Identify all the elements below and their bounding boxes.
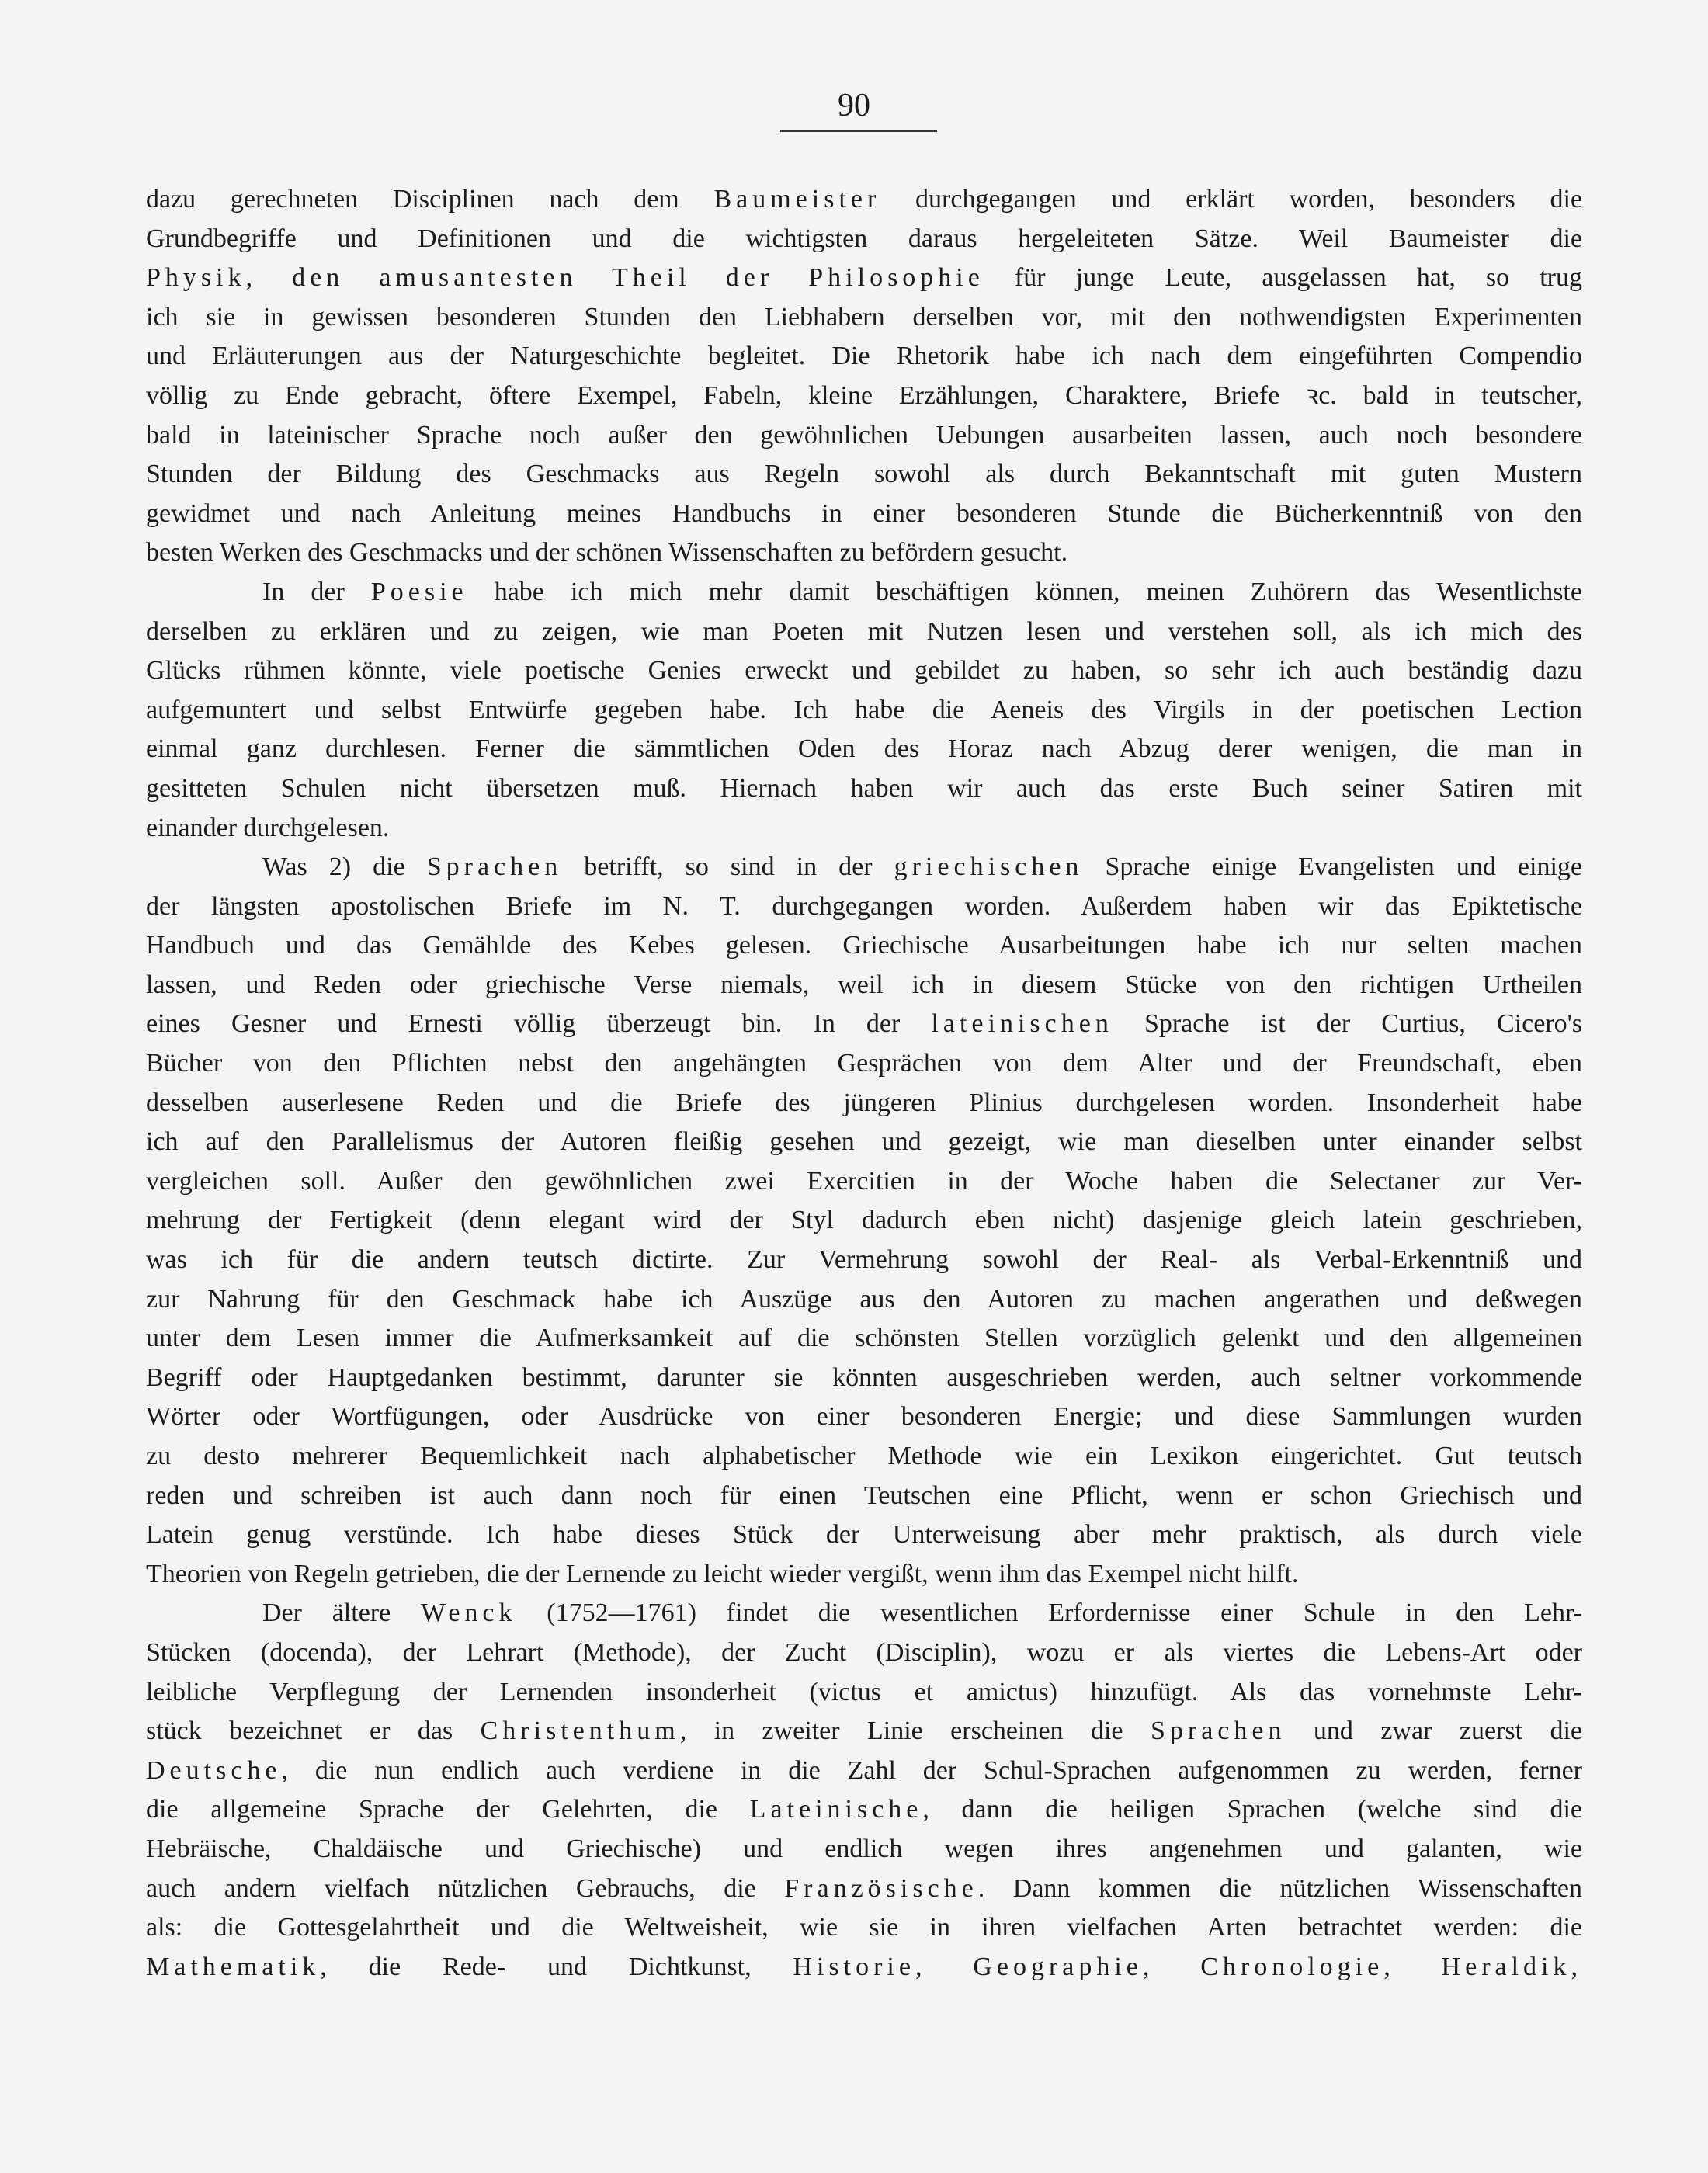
text-line: besten Werken des Geschmacks und der schönen Wissenschaften zu befördern gesucht. — [146, 538, 1068, 568]
text-line: gesitteten Schulen nicht übersetzen muß. Hiernach haben wir auch das erste Buch seiner Satiren mit — [146, 773, 1582, 803]
text-line — [146, 573, 1582, 613]
text-line: unter dem Lesen immer die Aufmerksamkeit auf die schönsten Stellen vorzüglich gelenkt und den allgemeinen — [146, 1324, 1582, 1353]
text-line: und Erläuterungen aus der Naturgeschichte begleitet. Die Rhetorik habe ich nach dem eingeführten Compendio — [146, 342, 1582, 371]
text-line: völlig zu Ende gebracht, öftere Exempel, Fabeln, kleine Erzählungen, Charaktere, Briefe ꝛc. bald in teutscher, — [146, 380, 1582, 410]
text-segment: Der ältere — [262, 1599, 421, 1628]
text-line: desselben auserlesene Reden und die Briefe des jüngeren Plinius durchgelesen worden. Insonderheit habe — [146, 1088, 1582, 1117]
text-line: derselben zu erklären und zu zeigen, wie man Poeten mit Nutzen lesen und verstehen soll, als ich mich des — [146, 616, 1582, 646]
spaced-emphasis: Mathematik — [146, 1952, 321, 1981]
text-line: bald in lateinischer Sprache noch außer den gewöhnlichen Uebungen ausarbeiten lassen, auch noch besondere — [146, 420, 1582, 450]
text-line: lassen, und Reden oder griechische Verse niemals, weil ich in diesem Stücke von den richtigen Urtheilen — [146, 970, 1582, 999]
spaced-emphasis: Physik, den amusantesten Theil der Philosophie — [146, 263, 984, 293]
text-line — [146, 848, 1582, 887]
text-line: Stunden der Bildung des Geschmacks aus Regeln sowohl als durch Bekanntschaft mit guten Mustern — [146, 460, 1582, 489]
text-line: mehrung der Fertigkeit (denn elegant wird der Styl dadurch eben nicht) dasjenige gleich latein geschrieben, — [146, 1206, 1582, 1235]
text-segment: für junge Leute, ausgelassen hat, so trug — [984, 263, 1582, 293]
text-segment: , die Rede- und Dichtkunst, — [320, 1952, 793, 1981]
text-segment: , in zweiter Linie erscheinen die — [679, 1717, 1151, 1746]
spaced-emphasis: Sprachen — [426, 852, 563, 882]
text-segment: habe ich mich mehr damit beschäftigen können, meinen Zuhörern das Wesentlichste — [467, 577, 1582, 606]
text-line: aufgemuntert und selbst Entwürfe gegeben habe. Ich habe die Aeneis des Virgils in der poetischen Lection — [146, 695, 1582, 724]
text-line — [146, 1005, 1582, 1044]
text-line — [146, 1869, 1582, 1909]
spaced-emphasis: lateinischen — [931, 1009, 1113, 1039]
spaced-emphasis: Wenck — [420, 1599, 517, 1628]
text-line: ich auf den Parallelismus der Autoren fleißig gesehen und gezeigt, wie man dieselben unter einander selbst — [146, 1127, 1582, 1157]
spaced-emphasis: griechischen — [894, 852, 1084, 882]
paragraph — [146, 573, 1582, 848]
text-line — [146, 1712, 1582, 1751]
text-line: Bücher von den Pflichten nebst den angehängten Gesprächen von dem Alter und der Freundschaft, eben — [146, 1049, 1582, 1078]
text-segment: , dann die heiligen Sprachen (welche sind die — [922, 1795, 1582, 1824]
text-line — [146, 1948, 1582, 1987]
spaced-emphasis: Baumeister — [713, 185, 881, 213]
text-line — [146, 1751, 1582, 1791]
text-segment: betrifft, so sind in der — [562, 852, 894, 882]
text-line: Hebräische, Chaldäische und Griechische) und endlich wegen ihres angenehmen und galanten, wie — [146, 1834, 1582, 1863]
text-line: Stücken (docenda), der Lehrart (Methode), der Zucht (Disciplin), wozu er als viertes die Lebens-Art oder — [146, 1637, 1582, 1667]
spaced-emphasis: Christenthum — [480, 1717, 680, 1746]
text-segment: eines Gesner und Ernesti völlig überzeugt bin. In der — [146, 1009, 932, 1039]
spaced-emphasis: Sprachen — [1150, 1717, 1286, 1746]
text-segment: und zwar zuerst die — [1286, 1717, 1582, 1746]
text-line: vergleichen soll. Außer den gewöhnlichen zwei Exercitien in der Woche haben die Selectaner zur Ver- — [146, 1166, 1582, 1196]
text-segment: durchgegangen und erklärt worden, besonders die — [880, 185, 1582, 213]
text-line: Handbuch und das Gemählde des Kebes gelesen. Griechische Ausarbeitungen habe ich nur selten machen — [146, 931, 1582, 960]
header-rule — [780, 130, 937, 132]
text-line: ich sie in gewissen besonderen Stunden den Liebhabern derselben vor, mit den nothwendigsten Experimenten — [146, 302, 1582, 332]
text-line: gewidmet und nach Anleitung meines Handbuchs in einer besonderen Stunde die Bücherkenntniß von den — [146, 498, 1582, 528]
page-number: 90 — [838, 88, 870, 123]
text-line — [146, 180, 1582, 220]
spaced-emphasis: Lateinische — [749, 1795, 923, 1824]
text-segment: (1752—1761) findet die wesentlichen Erfordernisse einer Schule in den Lehr- — [516, 1599, 1582, 1628]
text-segment: . Dann kommen die nützlichen Wissenschaften — [977, 1873, 1582, 1903]
text-line — [146, 1790, 1582, 1830]
text-line: reden und schreiben ist auch dann noch für einen Teutschen eine Pflicht, wenn er schon Griechisch und — [146, 1480, 1582, 1510]
text-line — [146, 1594, 1582, 1633]
spaced-emphasis: Deutsche — [146, 1755, 282, 1785]
text-line: Latein genug verstünde. Ich habe dieses Stück der Unterweisung aber mehr praktisch, als durch viele — [146, 1520, 1582, 1550]
text-segment: die allgemeine Sprache der Gelehrten, die — [146, 1795, 750, 1824]
text-line: der längsten apostolischen Briefe im N. T. durchgegangen worden. Außerdem haben wir das Epiktetische — [146, 891, 1582, 921]
text-line: Glücks rühmen könnte, viele poetische Genies erweckt und gebildet zu haben, so sehr ich auch beständig dazu — [146, 656, 1582, 686]
text-segment: , die nun endlich auch verdiene in die Zahl der Schul-Sprachen aufgenommen zu werden, ferner — [281, 1755, 1582, 1785]
text-segment: Sprache einige Evangelisten und einige — [1083, 852, 1582, 882]
text-line: Begriff oder Hauptgedanken bestimmt, darunter sie könnten ausgeschrieben werden, auch seltner vorkommende — [146, 1362, 1582, 1392]
text-segment: Was 2) die — [262, 852, 427, 882]
text-segment: dazu gerechneten Disciplinen nach dem — [146, 185, 714, 213]
text-line: einmal ganz durchlesen. Ferner die sämmtlichen Oden des Horaz nach Abzug derer wenigen, die man in — [146, 734, 1582, 764]
text-line: Theorien von Regeln getrieben, die der Lernende zu leicht wieder vergißt, wenn ihm das Exempel nicht hilft. — [146, 1559, 1299, 1588]
text-line: als: die Gottesgelahrtheit und die Weltweisheit, wie sie in ihren vielfachen Arten betrachtet werden: die — [146, 1913, 1582, 1942]
text-line: was ich für die andern teutsch dictirte. Zur Vermehrung sowohl der Real- als Verbal-Erkenntniß und — [146, 1245, 1582, 1275]
spaced-emphasis: Historie, Geographie, Chronologie, Heraldik, — [793, 1952, 1582, 1981]
paragraph — [146, 848, 1582, 1594]
text-line: Grundbegriffe und Definitionen und die wichtigsten daraus hergeleiteten Sätze. Weil Baumeister die — [146, 224, 1582, 253]
spaced-emphasis: Französische — [784, 1873, 978, 1903]
paragraph — [146, 180, 1582, 573]
paragraph — [146, 1594, 1582, 1987]
text-segment: auch andern vielfach nützlichen Gebrauchs, die — [146, 1873, 785, 1903]
text-line: zur Nahrung für den Geschmack habe ich Auszüge aus den Autoren zu machen angerathen und deßwegen — [146, 1284, 1582, 1314]
page-body — [146, 180, 1582, 1987]
text-segment: In der — [262, 577, 371, 606]
text-line: zu desto mehrerer Bequemlichkeit nach alphabetischer Methode wie ein Lexikon eingerichtet. Gut teutsch — [146, 1442, 1582, 1470]
spaced-emphasis: Poesie — [370, 577, 468, 606]
text-line — [146, 259, 1582, 298]
text-line: leibliche Verpflegung der Lernenden insonderheit (victus et amictus) hinzufügt. Als das vornehmste Lehr- — [146, 1677, 1582, 1706]
text-segment: stück bezeichnet er das — [146, 1717, 481, 1746]
text-line: einander durchgelesen. — [146, 813, 390, 842]
text-segment: Sprache ist der Curtius, Cicero's — [1113, 1009, 1582, 1039]
text-line: Wörter oder Wortfügungen, oder Ausdrücke von einer besonderen Energie; und diese Sammlungen wurden — [146, 1402, 1582, 1432]
